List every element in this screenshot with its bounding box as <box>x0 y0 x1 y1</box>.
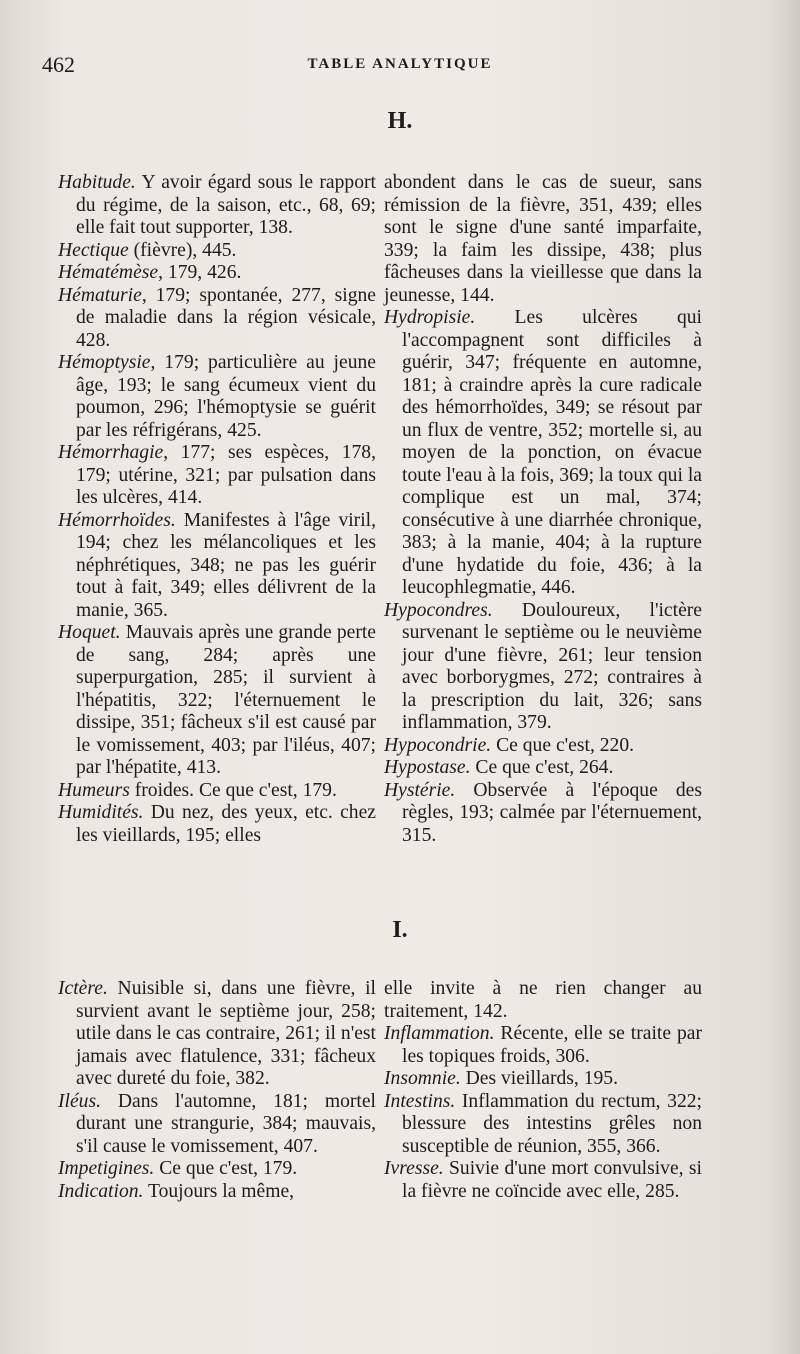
running-title: TABLE ANALYTIQUE <box>307 56 493 72</box>
index-text: Ce que c'est, 264. <box>470 757 614 778</box>
index-entry <box>384 307 702 600</box>
index-term: Hémorrhoïdes. <box>58 509 176 531</box>
index-term: Hoquet. <box>58 622 121 643</box>
index-entry <box>384 757 702 780</box>
index-text: , 177; ses espèces, 178, 179; utérine, 321; par pulsation dans les ulcères, 414. <box>76 442 376 508</box>
index-text: abondent dans le cas de sueur, sans rémission de la fièvre, 351, 439; elles sont le signe d'une santé imparfaite, 339; la faim les dissipe, 438; plus fâcheuses dans la vieillesse que dans la jeunesse, 144. <box>384 172 702 306</box>
index-term: Hémoptysie <box>58 352 151 373</box>
index-term: Iléus. <box>58 1090 101 1112</box>
index-text: Mauvais après une grande perte de sang, 284; après une superpurgation, 285; il survient à l'hépatitis, 322; l'éternuement le dissipe, 351; fâcheux s'il est causé par le vomissement, 403; par l'iléus, 407; par l'hépatite, 413. <box>76 622 376 778</box>
index-text: Nuisible si, dans une fièvre, il survient avant le septième jour, 258; utile dans le cas contraire, 261; il n'est jamais avec flatulence, 331; fâcheux avec dureté du foie, 382. <box>76 978 376 1089</box>
index-text: Ce que c'est, 220. <box>491 734 635 756</box>
index-entry <box>384 1068 702 1091</box>
index-term: Hectique <box>58 239 129 261</box>
index-entry <box>58 1158 376 1181</box>
index-text: Dans l'automne, 181; mortel durant une strangurie, 384; mauvais, s'il cause le vomissement, 407. <box>76 1090 376 1157</box>
index-text: Du nez, des yeux, etc. chez les vieillards, 195; elles <box>76 802 376 846</box>
index-entry <box>58 780 376 803</box>
index-text: froides. Ce que c'est, 179. <box>129 779 337 801</box>
index-entry <box>384 780 702 848</box>
index-term: Impetigines. <box>58 1158 155 1179</box>
index-text: Manifestes à l'âge viril, 194; chez les mélancoliques et les néphrétiques, 348; ne pas les guérir tout à fait, 349; elles délivrent de la manie, 365. <box>76 509 376 621</box>
section-i-right-column <box>384 978 702 1203</box>
index-entry <box>58 240 376 263</box>
index-entry <box>58 510 376 623</box>
section-h-right-column <box>384 172 702 847</box>
section-letter-i: I. <box>392 917 408 943</box>
index-term: Habitude. <box>58 172 136 193</box>
section-letter-h: H. <box>387 108 413 134</box>
index-text: Y avoir égard sous le rapport du régime, de la saison, etc., 68, 69; elle fait tout supporter, 138. <box>76 172 376 238</box>
index-entry <box>384 1158 702 1203</box>
index-text: Observée à l'époque des règles, 193; calmée par l'éternuement, 315. <box>402 779 702 846</box>
index-term: Intestins. <box>384 1090 456 1112</box>
index-term: Hématurie <box>58 284 142 306</box>
page-number: 462 <box>42 52 75 77</box>
index-term: Hypostase. <box>384 757 471 778</box>
section-i-left-column <box>58 978 376 1203</box>
index-entry <box>384 1023 702 1068</box>
index-term: Inflammation. <box>384 1023 495 1044</box>
page-header <box>40 52 760 82</box>
index-entry <box>384 1091 702 1159</box>
index-term: Ivresse. <box>384 1158 444 1179</box>
index-text: Des vieillards, 195. <box>460 1068 619 1089</box>
index-term: Hématémèse <box>58 262 159 283</box>
index-text: Douloureux, l'ictère survenant le septième ou le neuvième jour d'une fièvre, 261; leur tension avec borborygmes, 272; contraires à la prescription du lait, 326; sans inflammation, 379. <box>402 599 702 733</box>
index-text: , 179, 426. <box>158 262 242 283</box>
index-entry <box>58 978 376 1091</box>
index-term: Humeurs <box>58 779 130 801</box>
index-term: Insomnie. <box>384 1068 461 1089</box>
index-term: Hypocondres. <box>384 599 493 621</box>
index-term: Hystérie. <box>384 779 456 801</box>
index-entry <box>58 442 376 510</box>
index-term: Hydropisie. <box>384 307 476 328</box>
index-entry <box>384 735 702 758</box>
index-entry <box>58 262 376 285</box>
index-text: Inflammation du rectum, 322; blessure des intestins grêles non susceptible de réunion, 355, 366. <box>402 1090 702 1157</box>
index-text: , 179; particulière au jeune âge, 193; le sang écumeux vient du poumon, 296; l'hémoptysie se guérit par les réfrigérans, 425. <box>76 352 376 441</box>
index-term: Indication. <box>58 1180 144 1202</box>
index-text: , 179; spontanée, 277, signe de maladie dans la région vésicale, 428. <box>76 284 376 351</box>
index-text: Toujours la même, <box>143 1180 295 1202</box>
index-text: Récente, elle se traite par les topiques froids, 306. <box>402 1023 702 1067</box>
index-text: (fièvre), 445. <box>128 239 237 261</box>
index-entry <box>58 1091 376 1159</box>
index-text: Les ulcères qui l'accompagnent sont difficiles à guérir, 347; fréquente en automne, 181; à craindre après la cure radicale des hémorrhoïdes, 349; se résout par un flux de ventre, 352; mortelle si, au moyen de la ponction, on évacue toute l'eau à la fois, 369; la toux qui la complique est un mal, 374; consécutive à une diarrhée chronique, 383; à la manie, 404; à la rupture d'une hydatide du foie, 436; à la leucophlegmatie, 446. <box>402 307 702 598</box>
index-term: Hypocondrie. <box>384 734 492 756</box>
index-text: Suivie d'une mort convulsive, si la fièvre ne coïncide avec elle, 285. <box>402 1158 702 1202</box>
index-entry <box>58 1181 376 1204</box>
index-text: elle invite à ne rien changer au traitement, 142. <box>384 978 702 1022</box>
index-entry <box>58 622 376 780</box>
index-entry <box>58 352 376 442</box>
index-text: Ce que c'est, 179. <box>154 1158 298 1179</box>
index-entry <box>384 172 702 307</box>
index-entry <box>384 600 702 735</box>
section-h-left-column <box>58 172 376 847</box>
index-entry <box>58 802 376 847</box>
index-entry <box>58 285 376 353</box>
index-term: Humidités. <box>58 802 144 823</box>
index-entry <box>58 172 376 240</box>
index-term: Hémorrhagie <box>58 442 164 463</box>
index-entry <box>384 978 702 1023</box>
index-term: Ictère. <box>58 978 108 999</box>
